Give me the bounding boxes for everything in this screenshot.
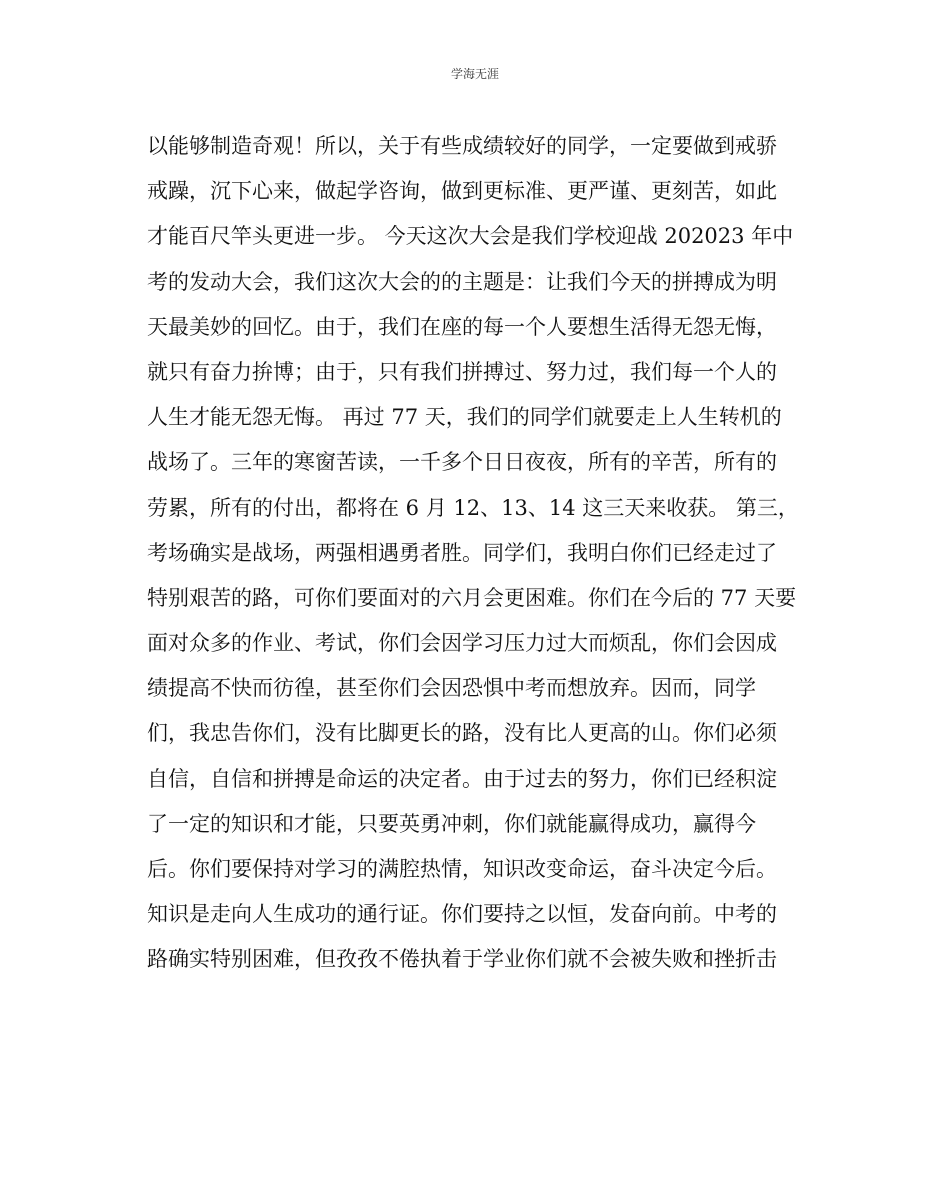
text-line: 了一定的知识和才能，只要英勇冲刺，你们就能赢得成功，赢得今: [147, 811, 756, 836]
text-line: 天最美妙的回忆。由于，我们在座的每一个人要想生活得无怨无悔，: [147, 314, 777, 339]
text-line: 考场确实是战场，两强相遇勇者胜。同学们，我明白你们已经走过了: [147, 540, 777, 565]
text-line: 以能够制造奇观！所以，关于有些成绩较好的同学，一定要做到戒骄: [147, 134, 777, 158]
text-line: 才能百尺竿头更进一步。 今天这次大会是我们学校迎战 202023 年中: [147, 224, 794, 249]
text-line: 们，我忠告你们，没有比脚更长的路，没有比人更高的山。你们必须: [147, 721, 777, 746]
text-line: 人生才能无怨无悔。 再过 77 天，我们的同学们就要走上人生转机的: [147, 405, 782, 430]
text-line: 面对众多的作业、考试，你们会因学习压力过大而烦乱，你们会因成: [147, 631, 777, 656]
text-line: 考的发动大会，我们这次大会的的主题是：让我们今天的拼搏成为明: [147, 269, 777, 294]
text-line: 知识是走向人生成功的通行证。你们要持之以恒，发奋向前。中考的: [147, 902, 777, 927]
text-line: 后。你们要保持对学习的满腔热情，知识改变命运，奋斗决定今后。: [147, 857, 777, 881]
text-line: 戒躁，沉下心来，做起学咨询，做到更标准、更严谨、更刻苦，如此: [147, 179, 777, 204]
body-text: [147, 124, 807, 983]
text-line: 劳累，所有的付出，都将在 6 月 12、13、14 这三天来收获。 第三，: [147, 495, 799, 520]
text-line: 就只有奋力拚博；由于，只有我们拼搏过、努力过，我们每一个人的: [147, 359, 777, 384]
text-line: 路确实特别困难，但孜孜不倦执着于学业你们就不会被失败和挫折击: [147, 947, 777, 972]
text-line: 特别艰苦的路，可你们要面对的六月会更困难。你们在今后的 77 天要: [147, 585, 797, 610]
text-line: 战场了。三年的寒窗苦读，一千多个日日夜夜，所有的辛苦，所有的: [147, 450, 777, 475]
text-line: 绩提高不快而彷徨，甚至你们会因恐惧中考而想放弃。因而，同学: [147, 676, 756, 701]
text-line: 自信，自信和拼搏是命运的决定者。由于过去的努力，你们已经积淀: [147, 766, 777, 791]
page-header: 学海无涯: [450, 67, 499, 81]
